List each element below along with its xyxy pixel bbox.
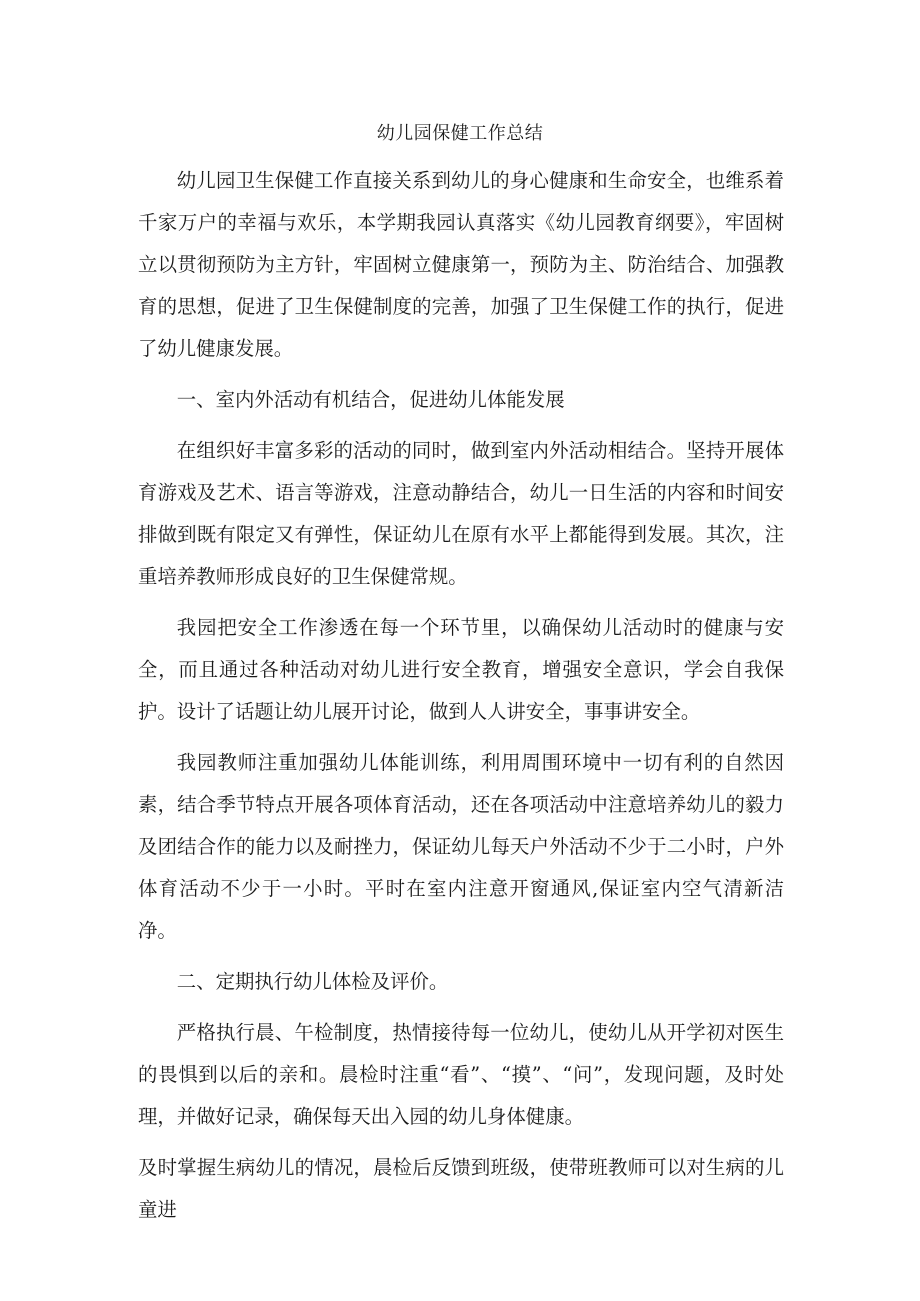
section-heading-2: 二、定期执行幼儿体检及评价。	[176, 970, 449, 993]
paragraph: 我园把安全工作渗透在每一个环节里，以确保幼儿活动时的健康与安全，而且通过各种活动对幼儿进行安全教育，增强安全意识，学会自我保护。设计了话题让幼儿展开讨论，做到人人讲安全，事事讲安全。	[138, 616, 784, 723]
document-body	[138, 160, 784, 1240]
document-title: 幼儿园保健工作总结	[376, 123, 544, 144]
section-heading-1: 一、室内外活动有机结合，促进幼儿体能发展	[176, 388, 565, 411]
paragraph-continued: 及时掌握生病幼儿的情况，晨检后反馈到班级，使带班教师可以对生病的儿童进	[138, 1156, 784, 1221]
paragraph: 在组织好丰富多彩的活动的同时，做到室内外活动相结合。坚持开展体育游戏及艺术、语言等游戏，注意动静结合，幼儿一日生活的内容和时间安排做到既有限定又有弹性，保证幼儿在原有水平上都能得到发展。其次，注重培养教师形成良好的卫生保健常规。	[138, 439, 784, 588]
paragraph-intro: 幼儿园卫生保健工作直接关系到幼儿的身心健康和生命安全，也维系着千家万户的幸福与欢乐，本学期我园认真落实《幼儿园教育纲要》，牢固树立以贯彻预防为主方针，牢固树立健康第一，预防为主、防治结合、加强教育的思想，促进了卫生保健制度的完善，加强了卫生保健工作的执行，促进了幼儿健康发展。	[138, 169, 784, 360]
paragraph: 我园教师注重加强幼儿体能训练，利用周围环境中一切有利的自然因素，结合季节特点开展各项体育活动，还在各项活动中注意培养幼儿的毅力及团结合作的能力以及耐挫力，保证幼儿每天户外活动不少于二小时，户外体育活动不少于一小时。平时在室内注意开窗通风,保证室内空气清新洁净。	[138, 751, 784, 942]
paragraph: 严格执行晨、午检制度，热情接待每一位幼儿，使幼儿从开学初对医生的畏惧到以后的亲和。晨检时注重“看”、“摸”、“问”，发现问题，及时处理，并做好记录，确保每天出入园的幼儿身体健康。	[138, 1021, 784, 1128]
